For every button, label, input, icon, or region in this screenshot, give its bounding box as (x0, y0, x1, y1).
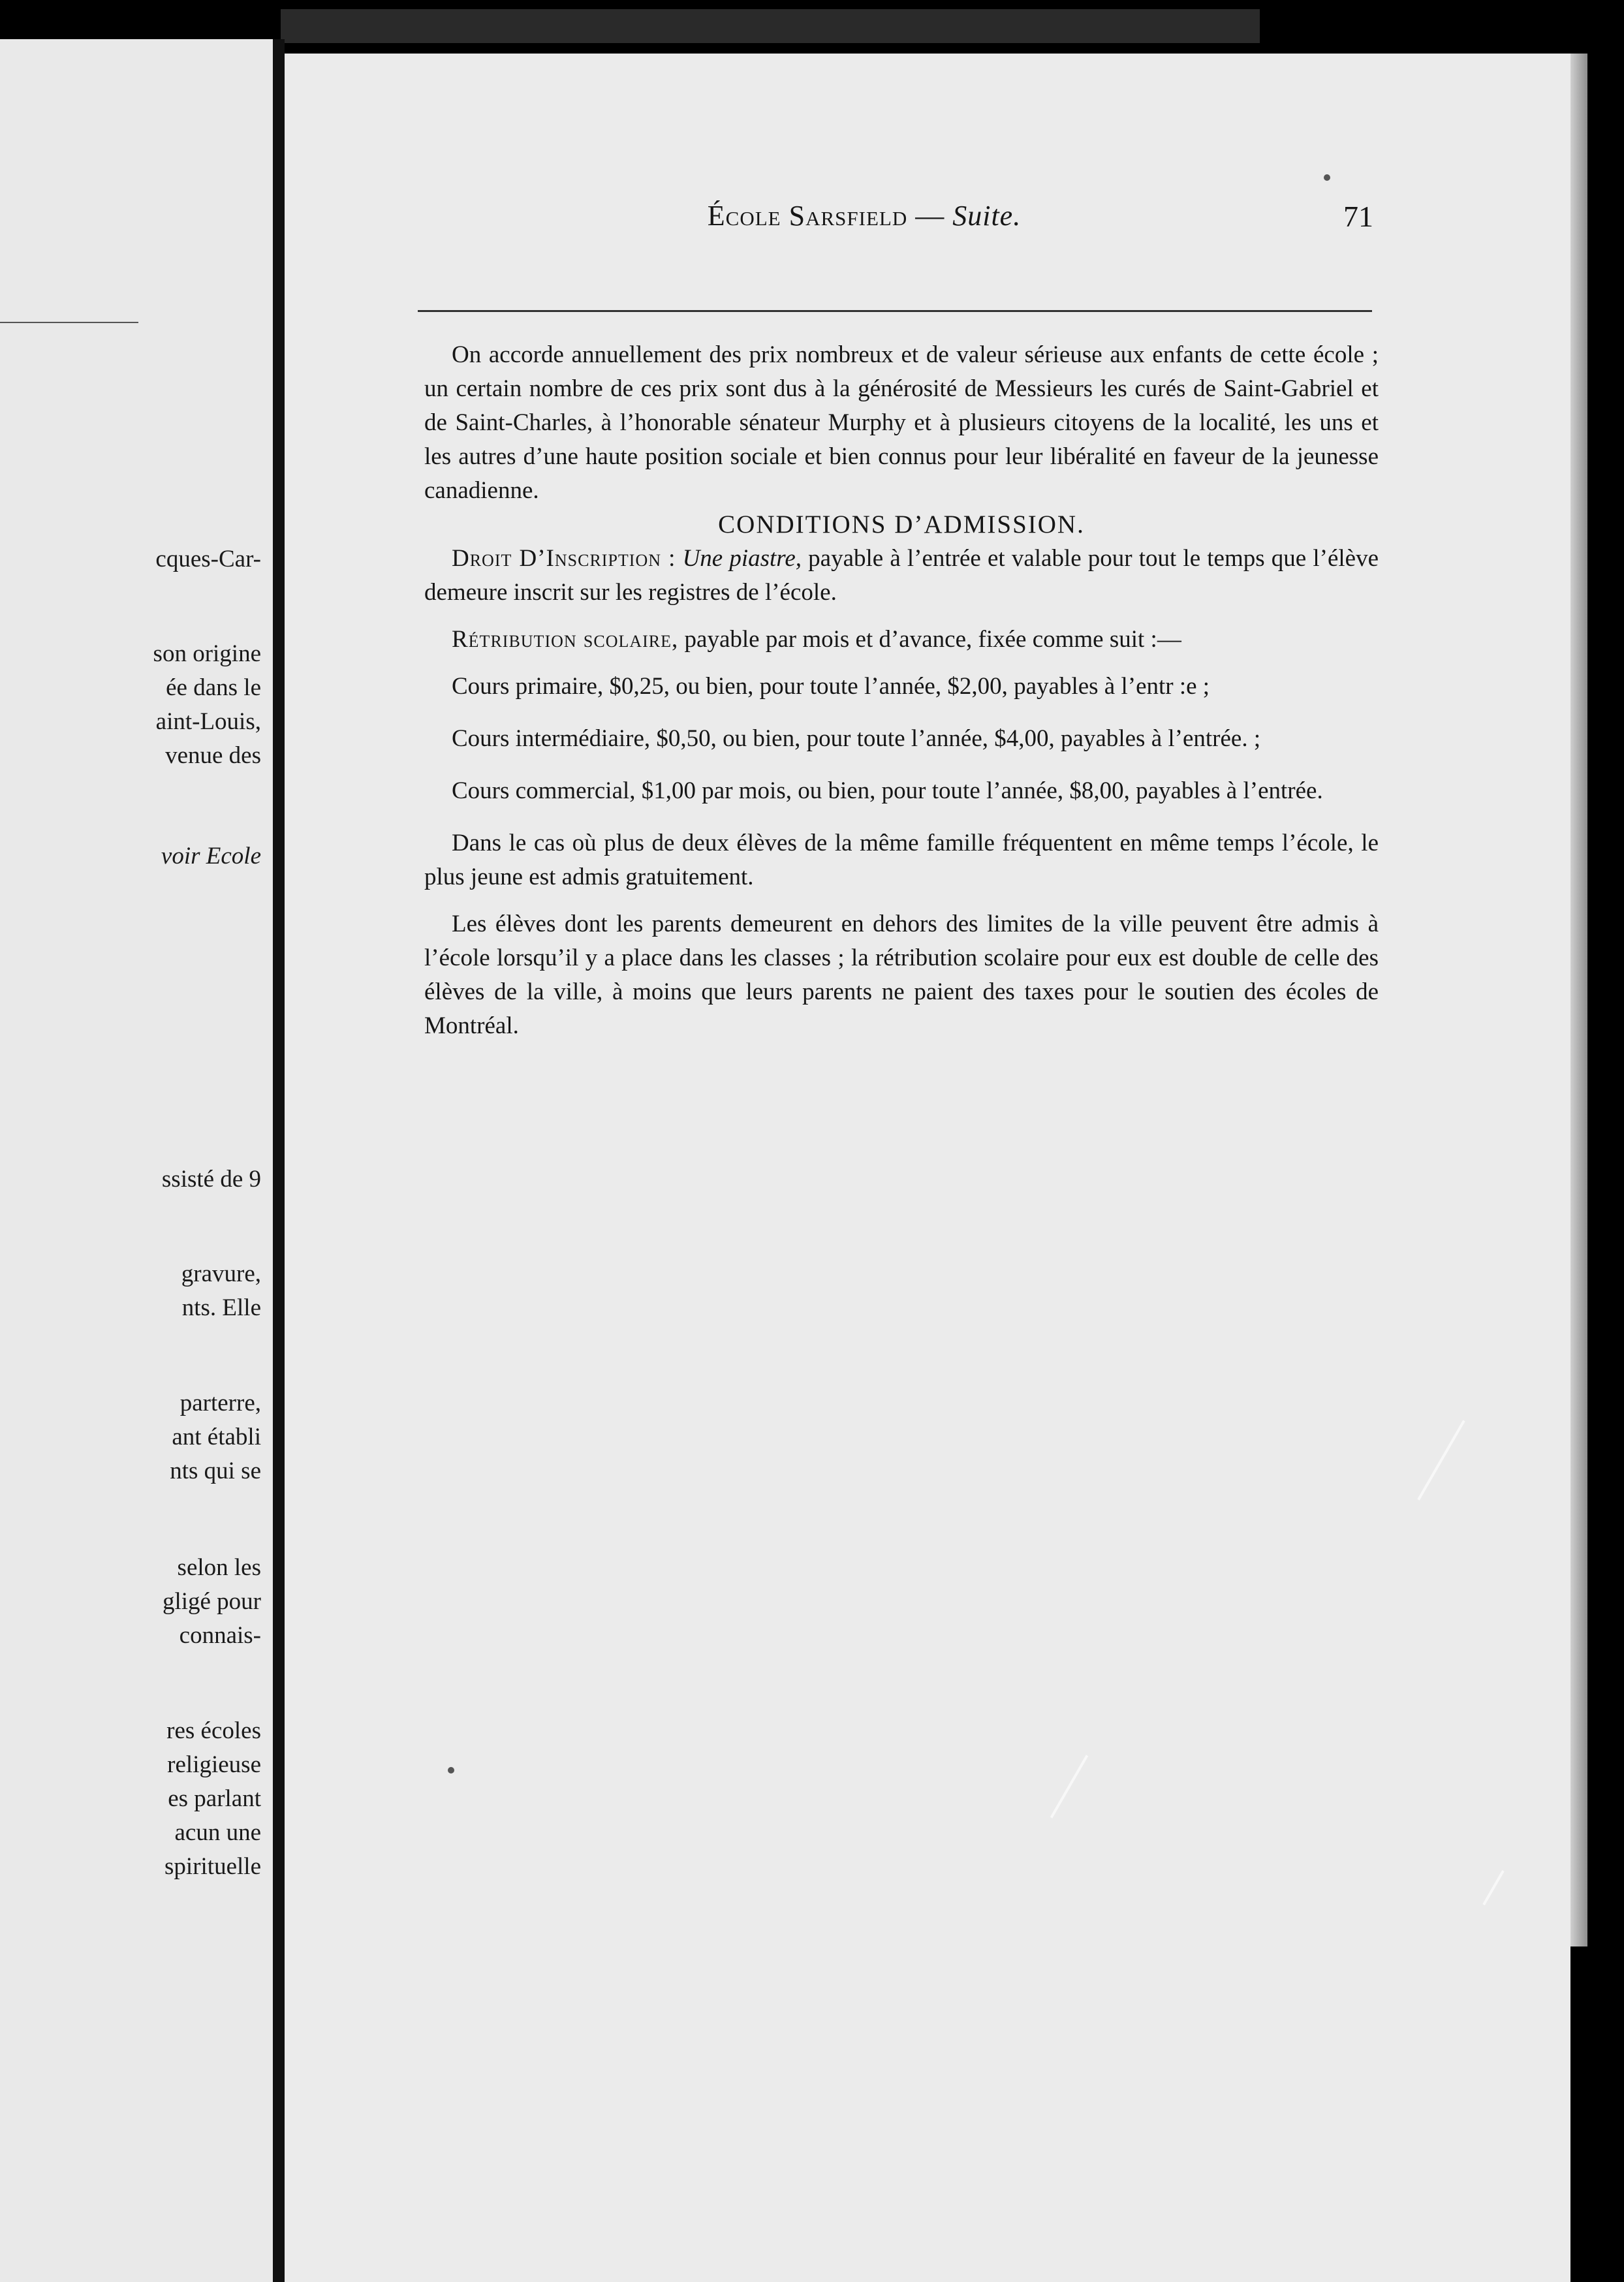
retribution-label: Rétribution scolaire, (452, 626, 679, 653)
left-fragment: spirituelle (164, 1853, 261, 1880)
cours-intermediaire: Cours intermédiaire, $0,50, ou bien, pour toute l’année, $4,00, payables à l’entrée. ; (452, 725, 1261, 752)
left-fragment: connais- (179, 1622, 261, 1649)
scan-speck (1324, 174, 1330, 181)
retribution-text: payable par mois et d’avance, fixée comme suit :— (684, 626, 1181, 653)
left-fragment: es parlant (168, 1785, 261, 1812)
scan-top-shadow (281, 9, 1260, 43)
droit-label: Droit D’Inscription : (452, 545, 676, 572)
left-fragment: selon les (177, 1554, 261, 1581)
left-fragment: res écoles (166, 1717, 261, 1744)
cours-commercial: Cours commercial, $1,00 par mois, ou bien, pour toute l’année, $8,00, payables à l’entrée. (452, 777, 1323, 804)
book-gutter (273, 39, 285, 2282)
left-fragment: gravure, (181, 1260, 261, 1287)
scan-speck (448, 1767, 454, 1774)
left-facing-page (0, 39, 273, 2282)
page-number: 71 (1343, 200, 1373, 233)
left-fragment: son origine (153, 640, 261, 667)
paragraph-droit-inscription (424, 542, 1379, 610)
left-fragment: nts. Elle (181, 1294, 261, 1321)
left-fragment: gligé pour (162, 1588, 261, 1615)
section-heading: CONDITIONS D’ADMISSION. (718, 510, 1085, 539)
header-title-italic: Suite. (952, 200, 1022, 232)
paragraph-retribution (424, 623, 1379, 657)
running-head (414, 199, 1373, 238)
header-rule (418, 310, 1372, 312)
left-header-rule (0, 322, 138, 323)
droit-amount: Une piastre, (682, 545, 802, 572)
left-fragment: nts qui se (170, 1458, 261, 1484)
scan-scratch (1482, 1870, 1504, 1905)
left-fragment: religieuse (167, 1751, 261, 1778)
left-fragment: acun une (174, 1819, 261, 1846)
cours-primaire: Cours primaire, $0,25, ou bien, pour toute l’année, $2,00, payables à l’entr :e ; (452, 673, 1210, 700)
header-title (414, 199, 1315, 232)
page-edge-shadow (1570, 54, 1587, 1946)
left-fragment: parterre, (180, 1390, 261, 1416)
paragraph-prizes: On accorde annuellement des prix nombreux et de valeur sérieuse aux enfants de cette école ; un certain nombre de ces prix sont dus à la générosité de Messieurs les curés de Saint-Gabriel et de Saint-Charles, à l’honorable sénateur Murphy et à plusieurs citoyens de la localité, les uns et les autres d’une haute position sociale et bien connus pour leur libéralité en faveur de la jeunesse canadienne. (424, 341, 1379, 504)
left-fragment: aint-Louis, (155, 708, 261, 735)
left-fragment: venue des (165, 742, 261, 769)
left-fragment: voir Ecole (161, 843, 261, 869)
left-fragment: ant établi (172, 1424, 261, 1450)
scan-scratch (1417, 1420, 1465, 1500)
paragraph-hors-limites: Les élèves dont les parents demeurent en dehors des limites de la ville peuvent être admis à l’école lorsqu’il y a place dans les classes ; la rétribution scolaire pour eux est double de celle des élèves de la ville, à moins que leurs parents ne paient des taxes pour le soutien des écoles de Montréal. (424, 911, 1379, 1039)
droit-text: payable à l’entrée et valable pour tout le temps que l’élève demeure inscrit sur les registres de l’école. (424, 545, 1379, 606)
header-title-main: École Sarsfield — (707, 200, 945, 232)
paragraph-famille: Dans le cas où plus de deux élèves de la même famille fréquentent en même temps l’école, le plus jeune est admis gratuitement. (424, 830, 1379, 890)
page-body (424, 338, 1379, 1043)
left-fragment: ssisté de 9 (161, 1166, 261, 1193)
scan-scratch (1050, 1755, 1088, 1818)
left-fragment: cques-Car- (155, 546, 261, 572)
left-fragment: ée dans le (166, 674, 261, 701)
